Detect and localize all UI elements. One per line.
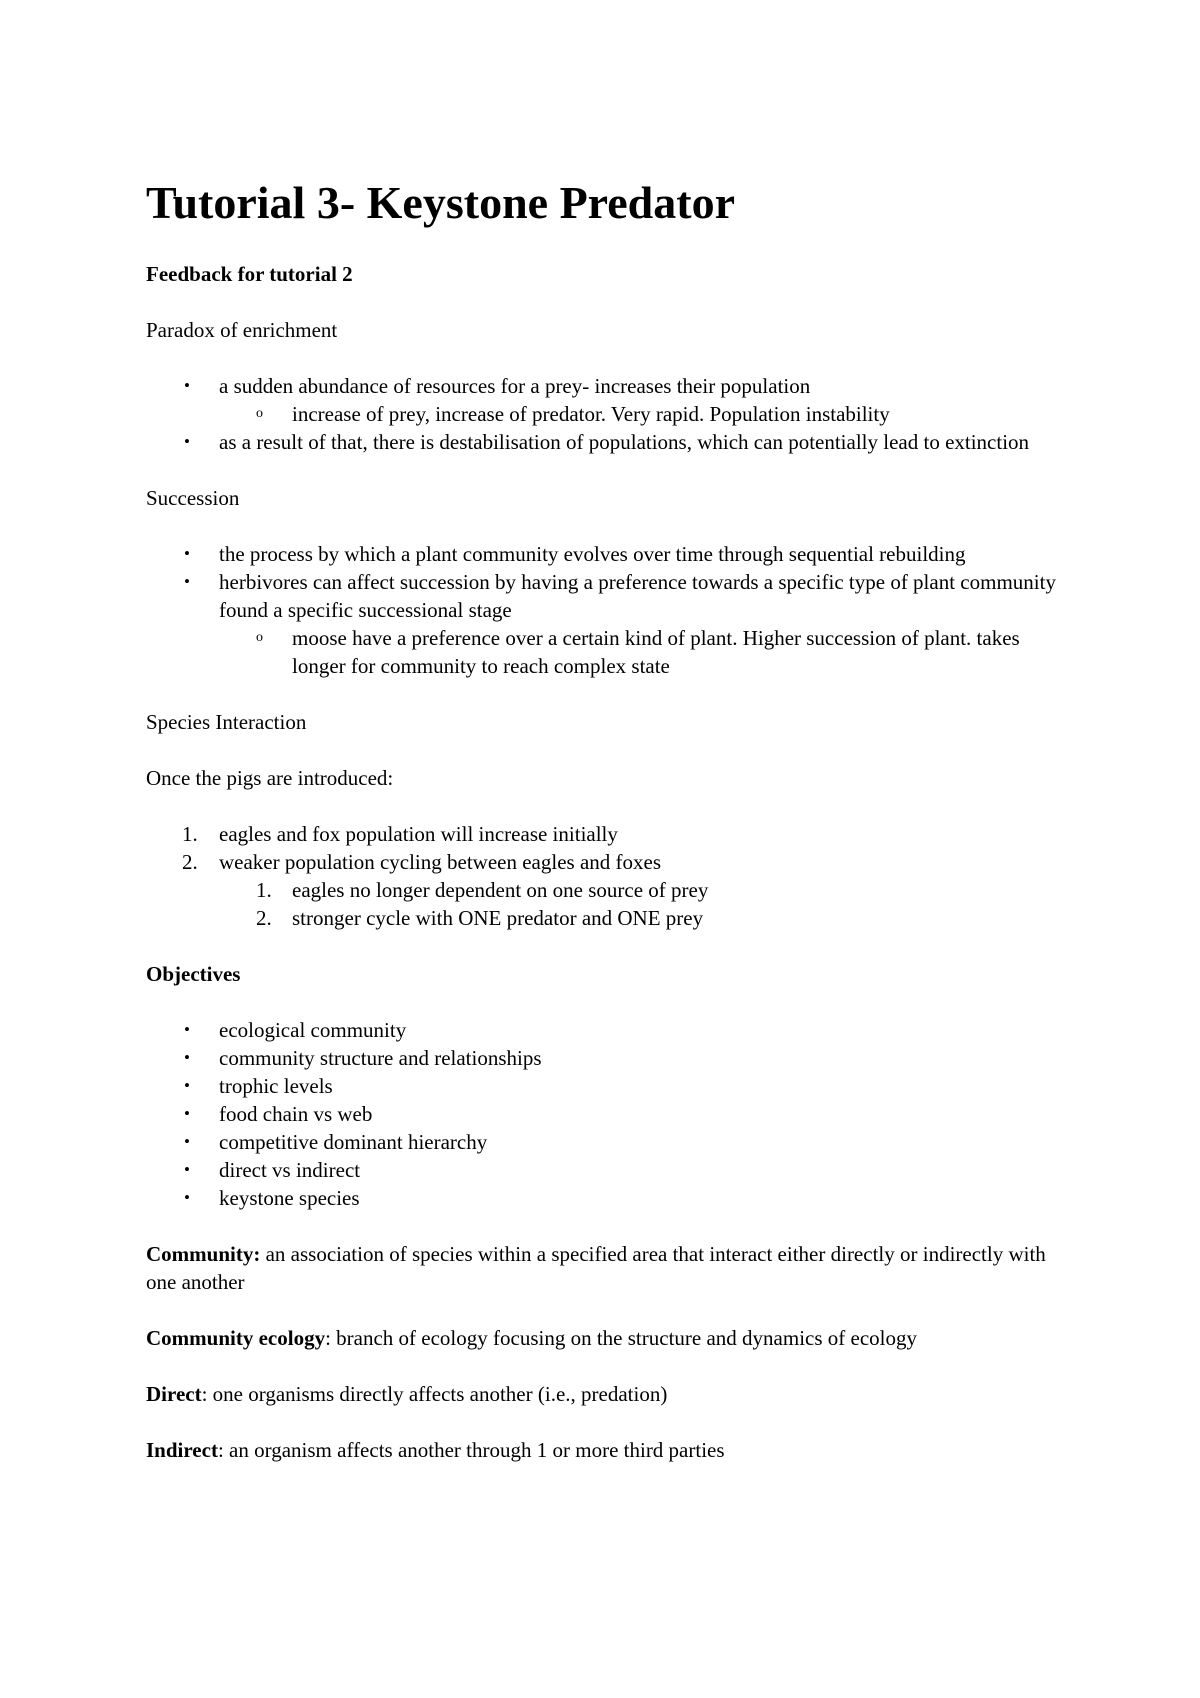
list-item — [146, 1044, 1066, 1072]
definition-indirect — [146, 1436, 1066, 1464]
definition-community-ecology — [146, 1324, 1066, 1352]
definition-term: Community ecology — [146, 1326, 326, 1350]
bullet-icon: • — [184, 1160, 190, 1179]
list-item-text: competitive dominant hierarchy — [219, 1130, 488, 1154]
list-item — [146, 1156, 1066, 1184]
list-item-text: eagles no longer dependent on one source of prey — [292, 878, 709, 902]
definition-term: Direct — [146, 1382, 202, 1406]
succession-list — [146, 540, 1066, 680]
definition-term: Indirect — [146, 1438, 218, 1462]
list-item — [146, 372, 1066, 400]
succession-heading: Succession — [146, 486, 240, 510]
bullet-icon: • — [184, 544, 190, 563]
definition-community — [146, 1240, 1066, 1296]
list-item — [146, 428, 1066, 456]
list-item — [146, 1128, 1066, 1156]
list-number: 1. — [182, 822, 198, 846]
list-item — [146, 1016, 1066, 1044]
document-content — [146, 176, 1066, 1464]
definition-direct — [146, 1380, 1066, 1408]
list-item-text: trophic levels — [219, 1074, 333, 1098]
list-item-text: moose have a preference over a certain kind of plant. Higher succession of plant. takes longer for community to reach complex state — [292, 626, 1020, 678]
bullet-icon: • — [184, 1132, 190, 1151]
list-item — [146, 876, 1066, 904]
list-item-text: herbivores can affect succession by having a preference towards a specific type of plant community found a specific successional stage — [219, 570, 1056, 622]
bullet-icon: • — [184, 1188, 190, 1207]
list-item-text: a sudden abundance of resources for a prey- increases their population — [219, 374, 811, 398]
definition-text: an association of species within a specified area that interact either directly or indirectly with one another — [146, 1242, 1046, 1294]
list-item-text: weaker population cycling between eagles and foxes — [219, 850, 661, 874]
paradox-heading: Paradox of enrichment — [146, 318, 338, 342]
list-item — [146, 1100, 1066, 1128]
list-item-text: the process by which a plant community evolves over time through sequential rebuilding — [219, 542, 966, 566]
bullet-icon: • — [184, 1020, 190, 1039]
circle-bullet-icon: o — [256, 406, 263, 421]
list-item-text: as a result of that, there is destabilisation of populations, which can potentially lead to extinction — [219, 430, 1030, 454]
list-item-text: keystone species — [219, 1186, 360, 1210]
bullet-icon: • — [184, 1048, 190, 1067]
list-item — [146, 848, 1066, 876]
list-item-text: ecological community — [219, 1018, 407, 1042]
bullet-icon: • — [184, 1104, 190, 1123]
bullet-icon: • — [184, 432, 190, 451]
feedback-heading: Feedback for tutorial 2 — [146, 262, 353, 286]
paradox-list — [146, 372, 1066, 456]
list-item — [146, 1072, 1066, 1100]
list-item — [146, 540, 1066, 568]
list-item-text: stronger cycle with ONE predator and ONE prey — [292, 906, 704, 930]
list-item-text: direct vs indirect — [219, 1158, 361, 1182]
list-item — [146, 904, 1066, 932]
definition-text: : branch of ecology focusing on the structure and dynamics of ecology — [325, 1326, 917, 1350]
list-number: 2. — [182, 850, 198, 874]
list-item-text: community structure and relationships — [219, 1046, 542, 1070]
list-item — [146, 568, 1066, 624]
objectives-list — [146, 1016, 1066, 1212]
list-item — [146, 1184, 1066, 1212]
page-title: Tutorial 3- Keystone Predator — [146, 177, 735, 228]
species-list — [146, 820, 1066, 932]
definition-term: Community: — [146, 1242, 261, 1266]
circle-bullet-icon: o — [256, 630, 263, 645]
list-item — [146, 820, 1066, 848]
bullet-icon: • — [184, 1076, 190, 1095]
list-item-text: increase of prey, increase of predator. Very rapid. Population instability — [292, 402, 890, 426]
list-item — [146, 400, 1066, 428]
list-item-text: eagles and fox population will increase initially — [219, 822, 618, 846]
objectives-heading: Objectives — [146, 962, 241, 986]
bullet-icon: • — [184, 572, 190, 591]
definition-text: : one organisms directly affects another (i.e., predation) — [201, 1382, 668, 1406]
list-number: 1. — [256, 878, 272, 902]
list-number: 2. — [256, 906, 272, 930]
species-heading: Species Interaction — [146, 710, 307, 734]
definition-text: : an organism affects another through 1 or more third parties — [217, 1438, 725, 1462]
list-item-text: food chain vs web — [219, 1102, 373, 1126]
bullet-icon: • — [184, 376, 190, 395]
species-intro: Once the pigs are introduced: — [146, 766, 394, 790]
list-item — [146, 624, 1066, 680]
